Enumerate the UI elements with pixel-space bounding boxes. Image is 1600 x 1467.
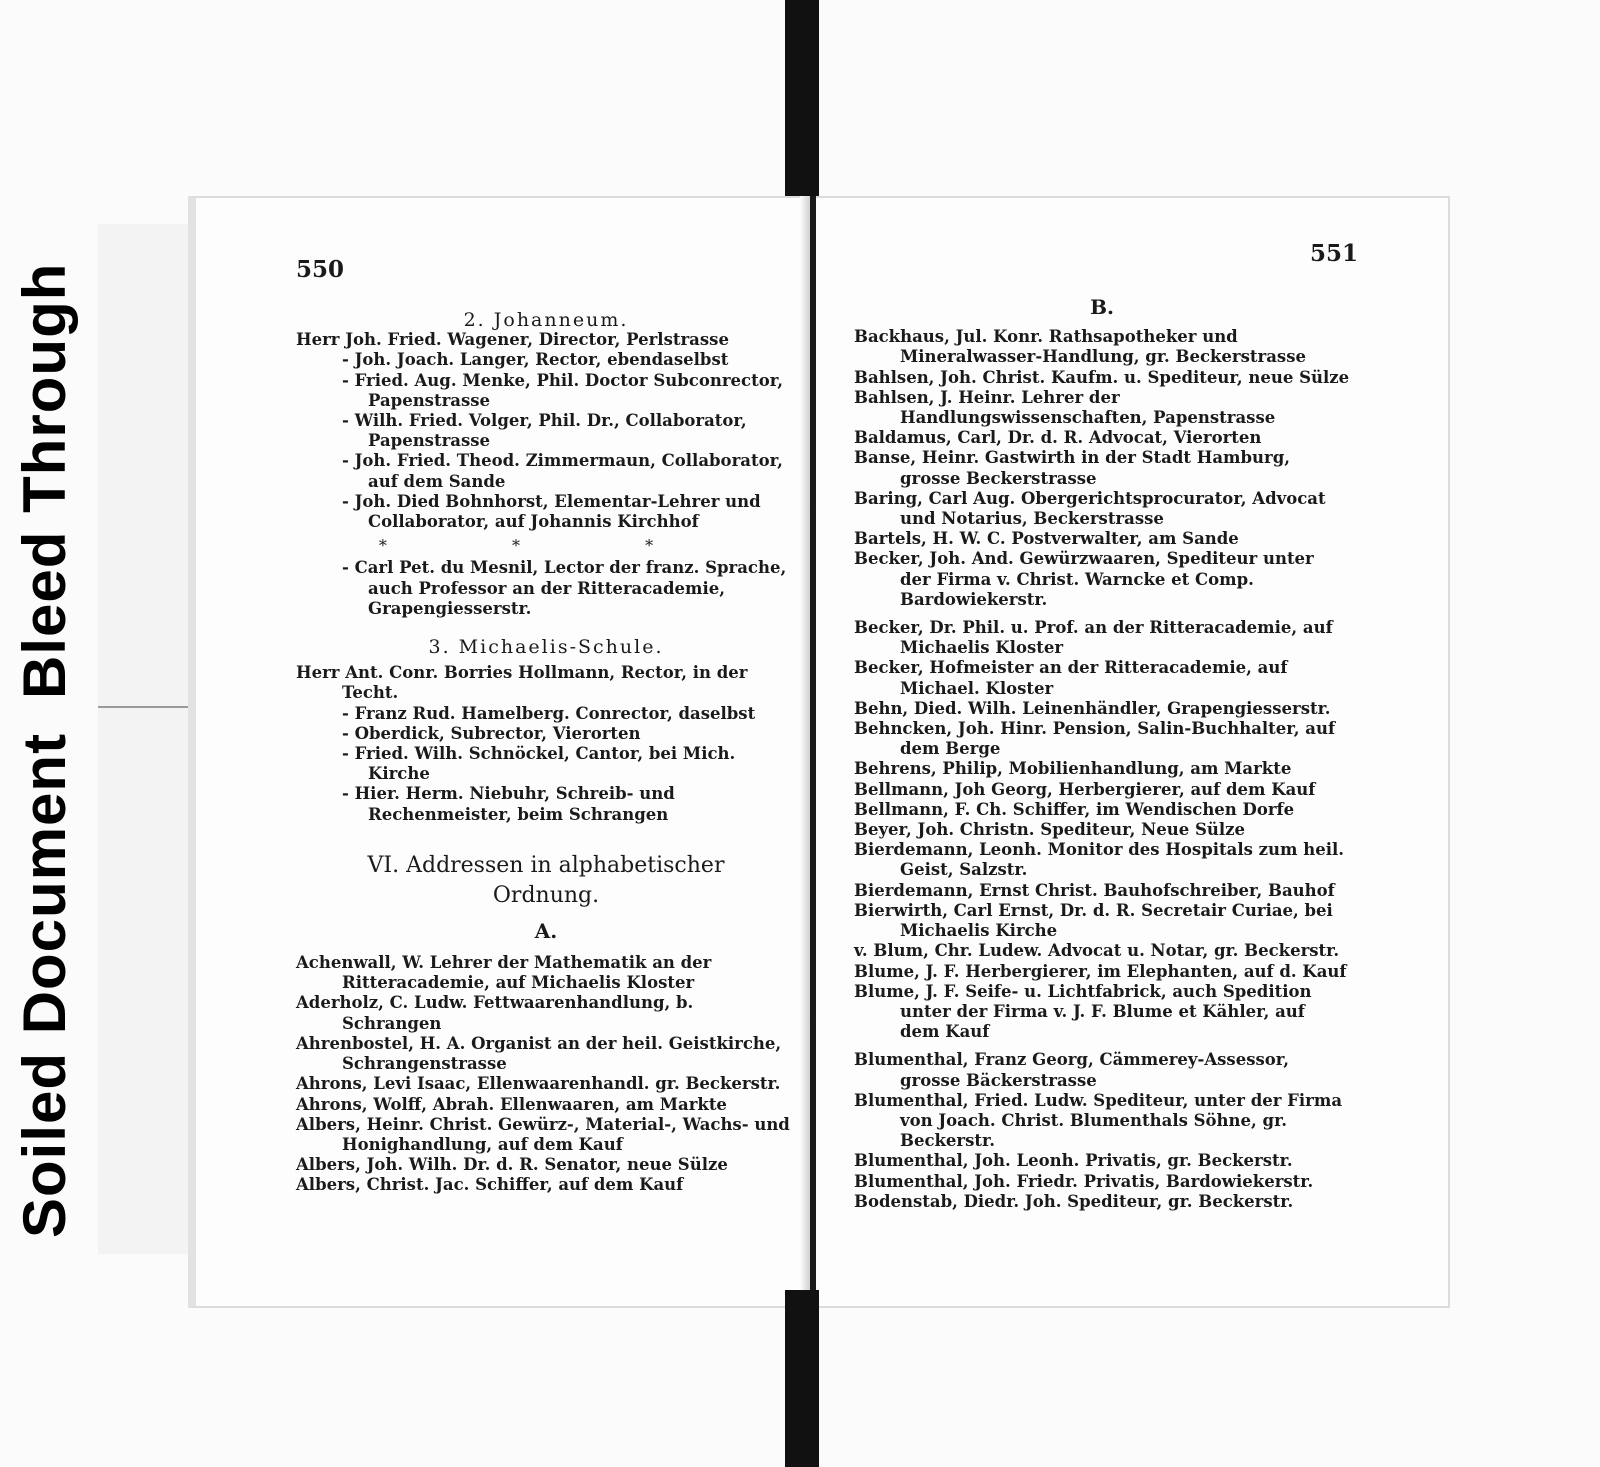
michaelis-heading: 3. Michaelis-Schule. — [428, 636, 664, 659]
side-label — [11, 258, 78, 1238]
list-item: Achenwall, W. Lehrer der Mathematik an der Ritteracademie, auf Michaelis Kloster — [296, 953, 712, 993]
list-item: Albers, Heinr. Christ. Gewürz-, Material-, Wachs- und Honighandlung, auf dem Kauf — [296, 1114, 790, 1154]
list-item: Baldamus, Carl, Dr. d. R. Advocat, Vierorten — [854, 428, 1262, 448]
list-item: Herr Ant. Conr. Borries Hollmann, Rector, in der Techt. — [296, 663, 748, 703]
list-item: Bahlsen, J. Heinr. Lehrer der Handlungswissenschaften, Papenstrasse — [854, 387, 1276, 428]
list-item: Bahlsen, Joh. Christ. Kaufm. u. Spediteur, neue Sülze — [854, 367, 1350, 387]
side-label-tab — [98, 224, 200, 1254]
side-label-part2: Bleed Through — [11, 262, 78, 699]
left-page-number: 550 — [296, 256, 345, 283]
section-title: VI. Addressen in alphabetischer Ordnung. — [367, 852, 725, 908]
letter-b-heading: B. — [1090, 295, 1114, 319]
list-item: Bellmann, F. Ch. Schiffer, im Wendischen Dorfe — [854, 799, 1295, 819]
list-item: - Fried. Wilh. Schnöckel, Cantor, bei Mich. Kirche — [342, 744, 736, 784]
list-item: Blumenthal, Joh. Friedr. Privatis, Bardowiekerstr. — [854, 1171, 1314, 1191]
right-page-text — [854, 297, 1350, 1212]
list-item: Blumenthal, Joh. Leonh. Privatis, gr. Beckerstr. — [854, 1151, 1293, 1171]
side-label-part1: Soiled Document — [11, 732, 78, 1238]
list-item: Beyer, Joh. Christn. Spediteur, Neue Sülze — [854, 820, 1246, 840]
list-item: - Wilh. Fried. Volger, Phil. Dr., Collaborator, Papenstrasse — [342, 411, 747, 451]
list-item: Ahrons, Levi Isaac, Ellenwaarenhandl. gr. Beckerstr. — [296, 1074, 781, 1094]
list-item: v. Blum, Chr. Ludew. Advocat u. Notar, gr. Beckerstr. — [854, 941, 1340, 961]
list-item: Baring, Carl Aug. Obergerichtsprocurator, Advocat und Notarius, Beckerstrasse — [854, 488, 1326, 529]
spine-gutter — [810, 196, 816, 1290]
list-item: - Fried. Aug. Menke, Phil. Doctor Subconrector, Papenstrasse — [342, 370, 783, 410]
list-item: Herr Joh. Fried. Wagener, Director, Perlstrasse — [296, 330, 729, 350]
spine-clamp-bottom — [785, 1290, 819, 1467]
list-item: Bierdemann, Leonh. Monitor des Hospitals zum heil. Geist, Salzstr. — [854, 840, 1344, 880]
list-item: Behncken, Joh. Hinr. Pension, Salin-Buchhalter, auf dem Berge — [854, 719, 1336, 759]
b-address-list — [854, 327, 1350, 1212]
list-item: Bierwirth, Carl Ernst, Dr. d. R. Secretair Curiae, bei Michaelis Kirche — [854, 900, 1333, 941]
side-label-divider — [98, 706, 198, 708]
list-item: Banse, Heinr. Gastwirth in der Stadt Hamburg, grosse Beckerstrasse — [854, 448, 1291, 488]
list-item: Backhaus, Jul. Konr. Rathsapotheker und Mineralwasser-Handlung, gr. Beckerstrasse — [854, 327, 1306, 367]
spine-clamp-top — [785, 0, 819, 196]
list-item: - Joh. Died Bohnhorst, Elementar-Lehrer und Collaborator, auf Johannis Kirchhof — [342, 491, 761, 532]
list-item: Behrens, Philip, Mobilienhandlung, am Markte — [854, 759, 1292, 779]
list-item: - Franz Rud. Hamelberg. Conrector, daselbst — [342, 703, 756, 723]
list-item: Blume, J. F. Herbergierer, im Elephanten, auf d. Kauf — [854, 961, 1347, 981]
list-item: Behn, Died. Wilh. Leinenhändler, Grapengiesserstr. — [854, 698, 1331, 718]
list-item: Ahrons, Wolff, Abrah. Ellenwaaren, am Markte — [296, 1094, 727, 1114]
johanneum-list — [296, 330, 796, 532]
list-item: Blumenthal, Fried. Ludw. Spediteur, unter der Firma von Joach. Christ. Blumenthals Söhne, gr. Beckerstr. — [854, 1090, 1343, 1151]
list-item: Bartels, H. W. C. Postverwalter, am Sande — [854, 529, 1239, 549]
list-item: Ahrenbostel, H. A. Organist an der heil. Geistkirche, Schrangenstrasse — [296, 1033, 782, 1074]
a-address-list — [296, 953, 796, 1195]
spine-shadow — [800, 196, 810, 1290]
list-item: Blume, J. F. Seife- u. Lichtfabrick, auch Spedition unter der Firma v. J. F. Blume et Kähler, auf dem Kauf — [854, 981, 1312, 1042]
list-item: - Joh. Joach. Langer, Rector, ebendaselbst — [342, 350, 729, 370]
list-item: Becker, Joh. And. Gewürzwaaren, Spediteur unter der Firma v. Christ. Warncke et Comp. Bardowiekerstr. — [854, 549, 1314, 609]
list-item: Becker, Dr. Phil. u. Prof. an der Ritteracademie, auf Michaelis Kloster — [854, 618, 1333, 658]
list-item: Albers, Joh. Wilh. Dr. d. R. Senator, neue Sülze — [296, 1155, 728, 1175]
list-item: Bierdemann, Ernst Christ. Bauhofschreiber, Bauhof — [854, 880, 1335, 900]
right-page-number: 551 — [1310, 240, 1359, 267]
list-item: Bellmann, Joh Georg, Herbergierer, auf dem Kauf — [854, 779, 1316, 799]
list-item: Albers, Christ. Jac. Schiffer, auf dem Kauf — [296, 1175, 684, 1195]
list-item: Bodenstab, Diedr. Joh. Spediteur, gr. Beckerstr. — [854, 1191, 1294, 1211]
list-item: - Carl Pet. du Mesnil, Lector der franz. Sprache, auch Professor an der Ritteracademie, Grapengiesserstr. — [342, 558, 787, 618]
list-item: Blumenthal, Franz Georg, Cämmerey-Assessor, grosse Bäckerstrasse — [854, 1050, 1290, 1090]
michaelis-list — [296, 663, 796, 825]
stars-divider: * * * — [378, 536, 714, 556]
list-item: Becker, Hofmeister an der Ritteracademie, auf Michael. Kloster — [854, 658, 1288, 698]
johanneum-heading: 2. Johanneum. — [463, 309, 629, 331]
left-page-text — [296, 310, 796, 1196]
list-item: - Oberdick, Subrector, Vierorten — [342, 723, 641, 743]
list-item: - Hier. Herm. Niebuhr, Schreib- und Rechenmeister, beim Schrangen — [342, 784, 675, 824]
letter-a-heading: A. — [534, 918, 558, 943]
list-item: - Joh. Fried. Theod. Zimmermaun, Collaborator, auf dem Sande — [342, 451, 783, 491]
list-item: Aderholz, C. Ludw. Fettwaarenhandlung, b. Schrangen — [296, 993, 694, 1033]
